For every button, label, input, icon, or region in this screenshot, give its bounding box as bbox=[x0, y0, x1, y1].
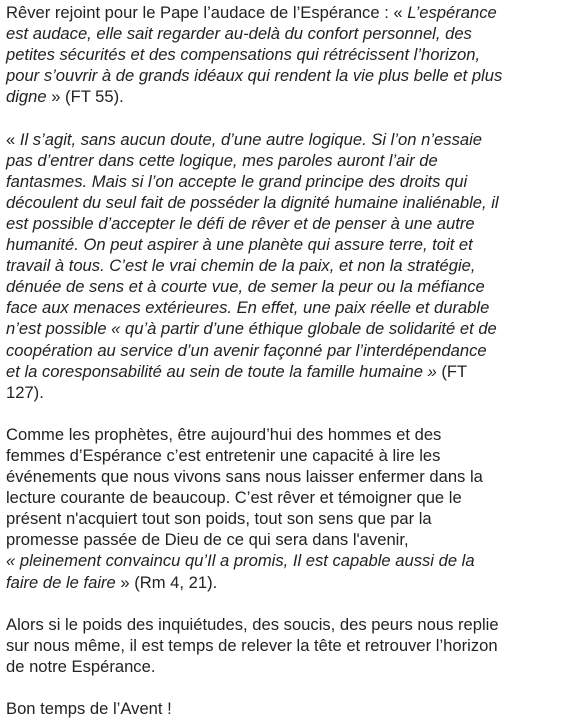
text-line bbox=[6, 529, 568, 550]
body-text: présent n'acquiert tout son poids, tout son sens que par la bbox=[6, 509, 432, 529]
text-line bbox=[6, 550, 568, 571]
text-line bbox=[6, 2, 568, 23]
text-line bbox=[6, 361, 568, 382]
text-line bbox=[6, 276, 568, 297]
body-text: événements que nous vivons sans nous laisser enfermer dans la bbox=[6, 467, 483, 487]
text-line bbox=[6, 213, 568, 234]
body-text: Comme les prophètes, être aujourd’hui des hommes et des bbox=[6, 424, 442, 444]
body-text: Alors si le poids des inquiétudes, des soucis, des peurs nous replie bbox=[6, 614, 499, 634]
text-line bbox=[6, 171, 568, 192]
body-text: » (FT 55). bbox=[46, 87, 124, 107]
text-line bbox=[6, 572, 568, 593]
text-line bbox=[6, 318, 568, 339]
text-line bbox=[6, 86, 568, 107]
body-text: de notre Espérance. bbox=[6, 656, 156, 676]
text-line bbox=[6, 340, 568, 361]
text-line bbox=[6, 44, 568, 65]
text-line bbox=[6, 192, 568, 213]
italic-quote-text: découlent du seul fait de posséder la dignité humaine inaliénable, il bbox=[6, 192, 499, 212]
italic-quote-text: travail à tous. C’est le vrai chemin de la paix, et non la stratégie, bbox=[6, 256, 476, 276]
italic-quote-text: « pleinement convaincu qu’Il a promis, Il est capable aussi de la bbox=[6, 551, 475, 571]
paragraph bbox=[6, 698, 568, 719]
paragraph bbox=[6, 424, 568, 593]
body-text: (FT bbox=[436, 361, 468, 381]
body-text: Bon temps de l’Avent ! bbox=[6, 699, 172, 719]
italic-quote-text: dénuée de sens et à courte vue, de semer la peur ou la méfiance bbox=[6, 277, 485, 297]
text-line bbox=[6, 65, 568, 86]
body-text: lecture courante de beaucoup. C’est rêver et témoigner que le bbox=[6, 488, 462, 508]
italic-quote-text: est possible d’accepter le défi de rêver et de penser à une autre bbox=[6, 213, 475, 233]
italic-quote-text: fantasmes. Mais si l’on accepte le grand principe des droits qui bbox=[6, 171, 468, 191]
text-line bbox=[6, 150, 568, 171]
italic-quote-text: L’espérance bbox=[407, 3, 497, 22]
text-line bbox=[6, 487, 568, 508]
text-line bbox=[6, 23, 568, 44]
text-line bbox=[6, 466, 568, 487]
italic-quote-text: est audace, elle sait regarder au-delà du confort personnel, des bbox=[6, 24, 472, 44]
text-line bbox=[6, 424, 568, 445]
paragraph bbox=[6, 129, 568, 403]
body-text: » (Rm 4, 21). bbox=[115, 572, 218, 592]
document-body bbox=[6, 2, 568, 719]
text-line bbox=[6, 635, 568, 656]
italic-quote-text: petites sécurités et des compensations qui rétrécissent l’horizon, bbox=[6, 45, 481, 65]
body-text: « bbox=[6, 129, 20, 149]
text-line bbox=[6, 129, 568, 150]
italic-quote-text: faire de le faire bbox=[6, 572, 116, 592]
italic-quote-text: et la coresponsabilité au sein de toute la famille humaine » bbox=[6, 361, 437, 381]
text-line bbox=[6, 445, 568, 466]
text-line bbox=[6, 382, 568, 403]
body-text: 127). bbox=[6, 382, 44, 402]
text-line bbox=[6, 297, 568, 318]
body-text: femmes d’Espérance c’est entretenir une capacité à lire les bbox=[6, 445, 441, 465]
body-text: promesse passée de Dieu de ce qui sera dans l'avenir, bbox=[6, 530, 409, 550]
italic-quote-text: n’est possible « qu’à partir d’une éthique globale de solidarité et de bbox=[6, 319, 497, 339]
italic-quote-text: coopération au service d’un avenir façonné par l’interdépendance bbox=[6, 340, 487, 360]
italic-quote-text: digne bbox=[6, 87, 47, 107]
text-line bbox=[6, 234, 568, 255]
paragraph bbox=[6, 2, 568, 107]
text-line bbox=[6, 508, 568, 529]
italic-quote-text: humanité. On peut aspirer à une planète qui assure terre, toit et bbox=[6, 235, 473, 255]
body-text: sur nous même, il est temps de relever la tête et retrouver l’horizon bbox=[6, 635, 498, 655]
italic-quote-text: pour s’ouvrir à de grands idéaux qui rendent la vie plus belle et plus bbox=[6, 66, 503, 86]
text-line bbox=[6, 255, 568, 276]
text-line bbox=[6, 656, 568, 677]
italic-quote-text: Il s’agit, sans aucun doute, d’une autre logique. Si l’on n’essaie bbox=[19, 129, 483, 149]
paragraph bbox=[6, 614, 568, 677]
italic-quote-text: pas d’entrer dans cette logique, mes paroles auront l’air de bbox=[6, 150, 438, 170]
text-line bbox=[6, 614, 568, 635]
text-line bbox=[6, 698, 568, 719]
body-text: Rêver rejoint pour le Pape l’audace de l’Espérance : « bbox=[6, 3, 408, 22]
italic-quote-text: face aux menaces extérieures. En effet, une paix réelle et durable bbox=[6, 298, 490, 318]
